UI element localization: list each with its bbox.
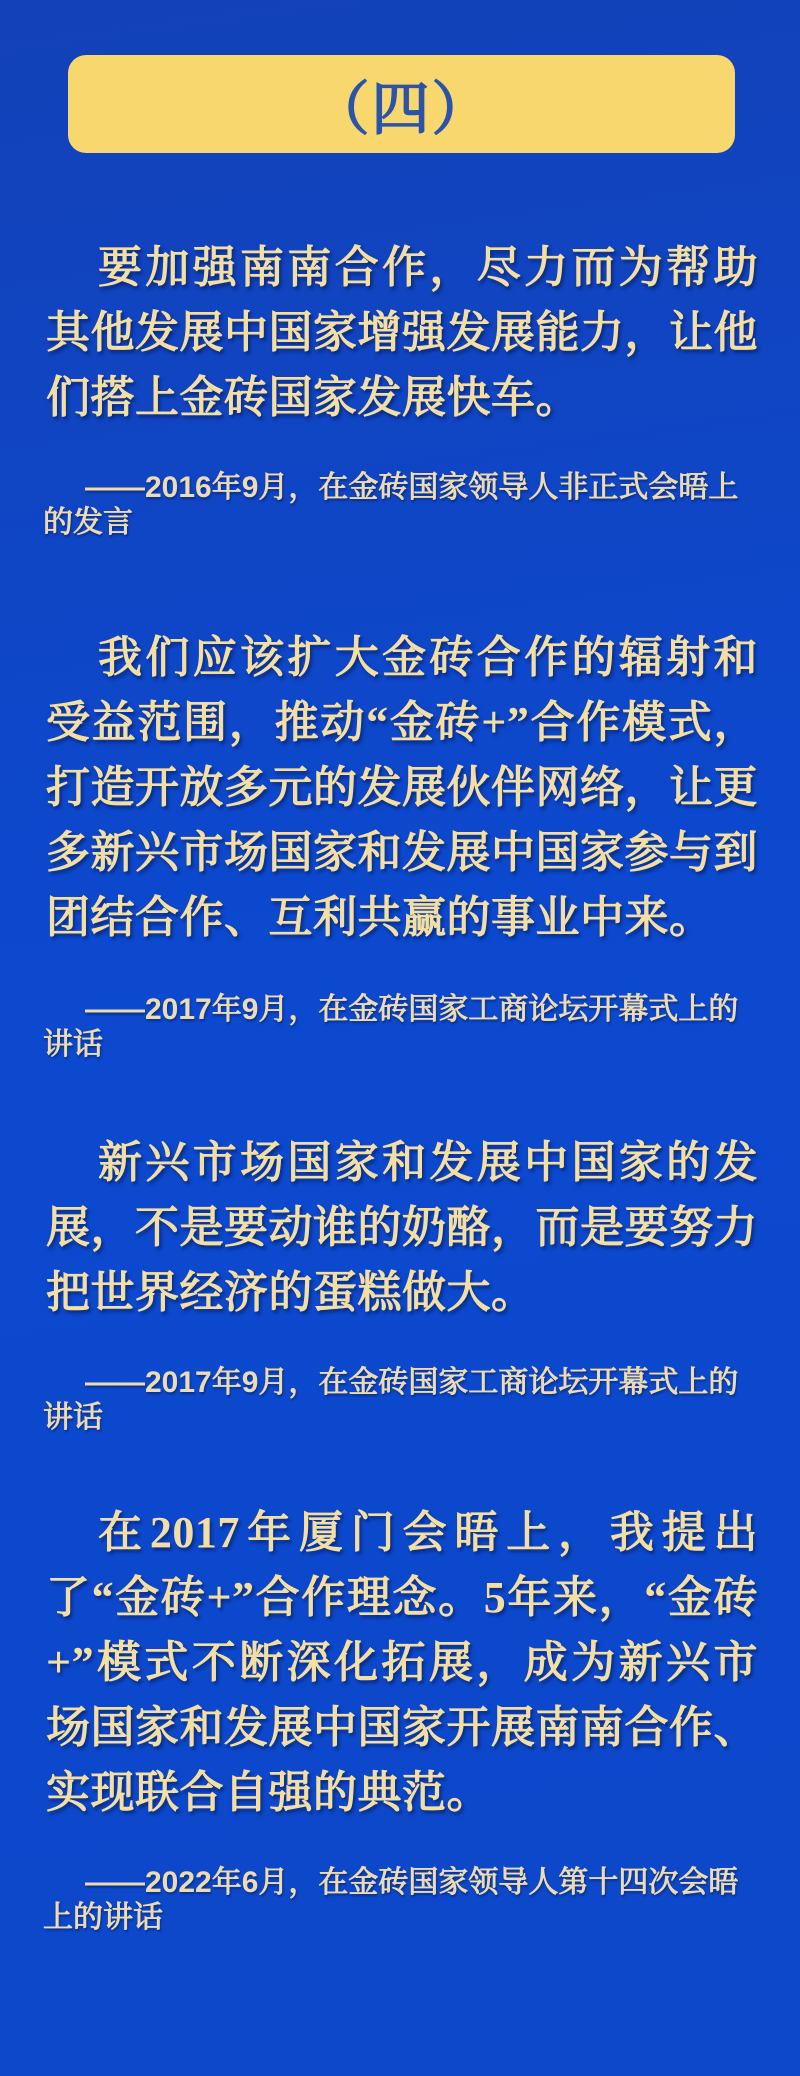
quote-source-1: ——2016年9月，在金砖国家领导人非正式会晤上的发言 [43, 471, 739, 539]
quote-source-4: ——2022年6月，在金砖国家领导人第十四次会晤上的讲话 [43, 1866, 739, 1934]
quote-text-1: 要加强南南合作，尽力而为帮助其他发展中国家增强发展能力，让他们搭上金砖国家发展快车。 [46, 243, 758, 422]
quote-text-2: 我们应该扩大金砖合作的辐射和受益范围，推动“金砖+”合作模式，打造开放多元的发展伙伴网络，让更多新兴市场国家和发展中国家参与到团结合作、互利共赢的事业中来。 [46, 633, 758, 942]
quote-text-3: 新兴市场国家和发展中国家的发展，不是要动谁的奶酪，而是要努力把世界经济的蛋糕做大。 [46, 1138, 758, 1317]
section-number-banner [68, 55, 735, 153]
quote-source-3: ——2017年9月，在金砖国家工商论坛开幕式上的讲话 [43, 1366, 739, 1434]
quote-text-4: 在2017年厦门会晤上，我提出了“金砖+”合作理念。5年来，“金砖+”模式不断深化拓展，成为新兴市场国家和发展中国家开展南南合作、实现联合自强的典范。 [46, 1508, 758, 1817]
section-number-label: （四） [311, 77, 492, 142]
quote-source-2: ——2017年9月，在金砖国家工商论坛开幕式上的讲话 [43, 993, 739, 1061]
